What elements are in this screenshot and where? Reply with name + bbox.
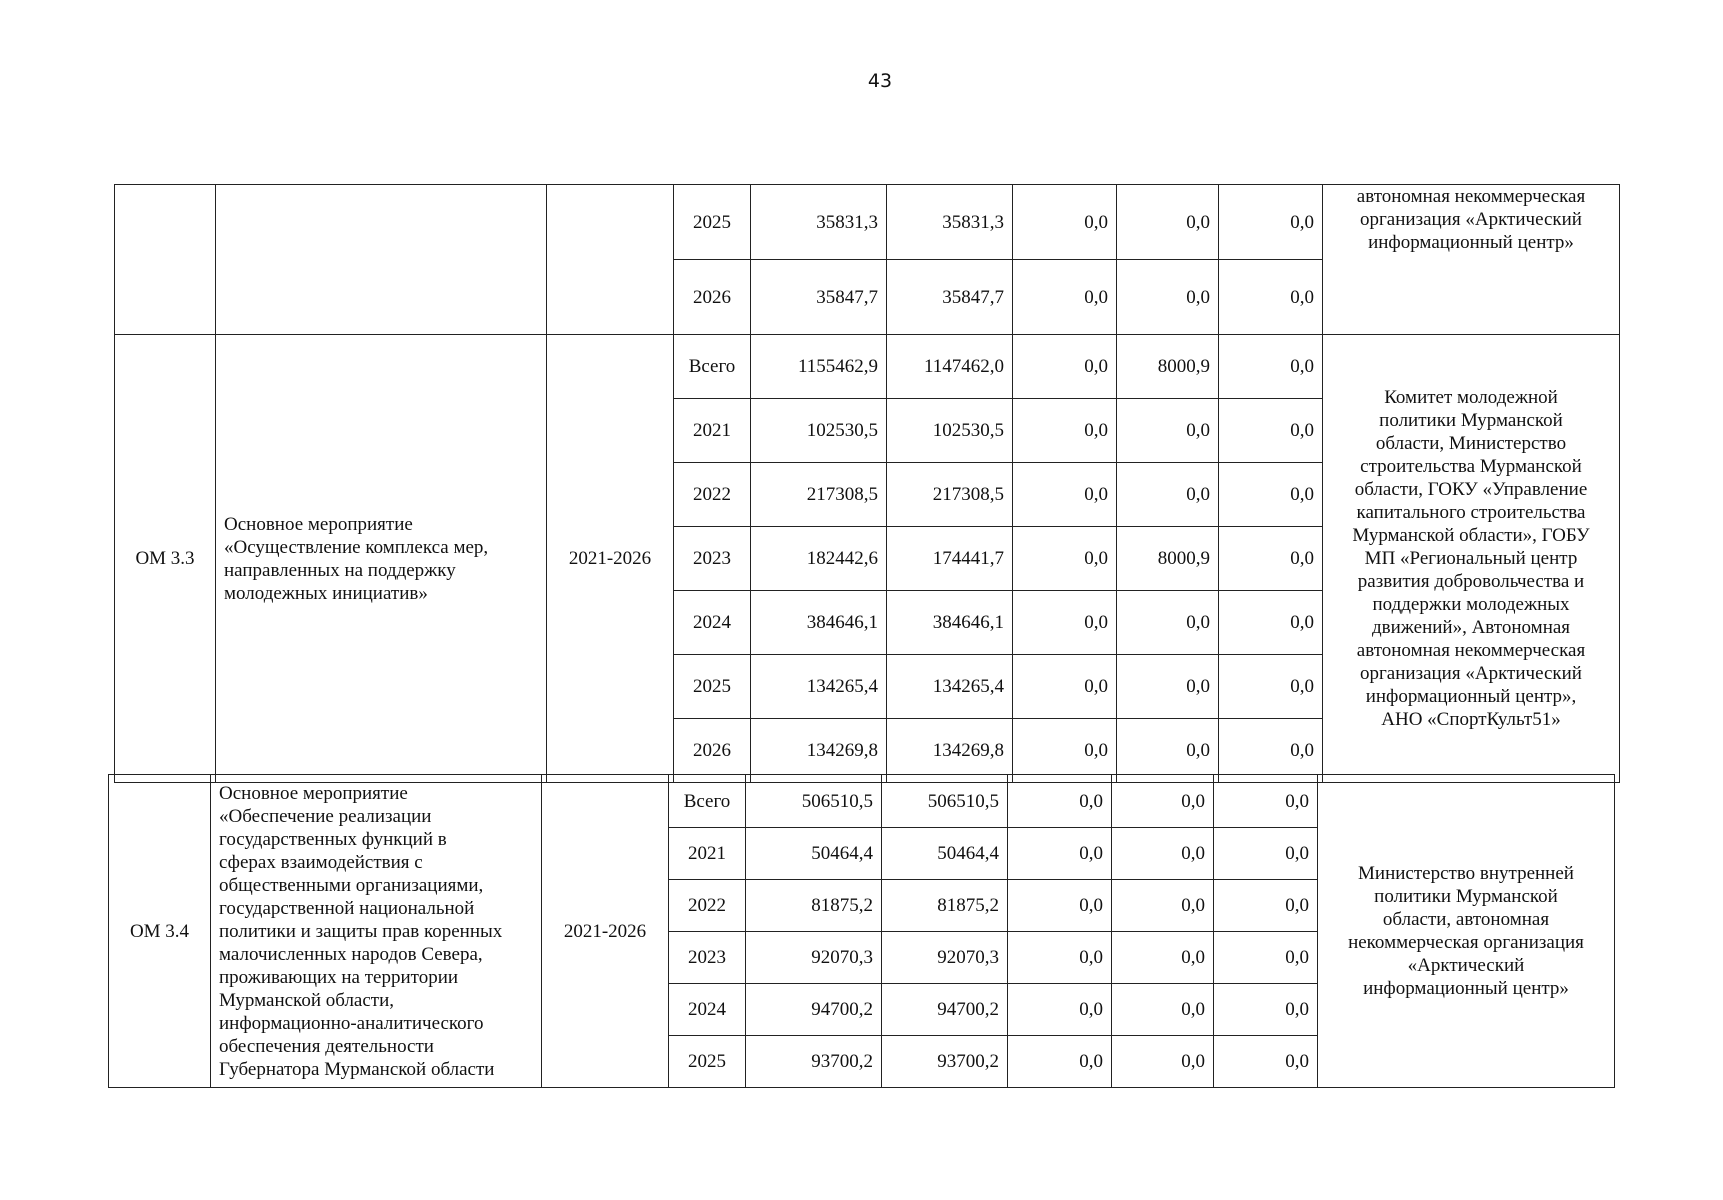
- regional-cell: 50464,4: [882, 828, 1008, 880]
- executor-cell: [1323, 335, 1620, 783]
- year-cell: 2021: [674, 399, 751, 463]
- year-cell: Всего: [674, 335, 751, 399]
- federal-cell: 0,0: [1013, 655, 1117, 719]
- federal-cell: 0,0: [1008, 828, 1112, 880]
- local-cell: 0,0: [1117, 719, 1219, 783]
- measure-period: 2021-2026: [547, 335, 674, 783]
- other-cell: 0,0: [1219, 399, 1323, 463]
- regional-cell: 35847,7: [887, 260, 1013, 335]
- other-cell: 0,0: [1219, 335, 1323, 399]
- budget-table-lower: [108, 774, 1615, 1088]
- year-cell: 2021: [669, 828, 746, 880]
- budget-table-upper: [114, 184, 1620, 783]
- total-cell: 506510,5: [746, 775, 882, 828]
- local-cell: 0,0: [1112, 775, 1214, 828]
- regional-cell: 174441,7: [887, 527, 1013, 591]
- total-cell: 81875,2: [746, 880, 882, 932]
- local-cell: 0,0: [1112, 880, 1214, 932]
- regional-cell: 94700,2: [882, 984, 1008, 1036]
- federal-cell: 0,0: [1013, 185, 1117, 260]
- other-cell: 0,0: [1219, 463, 1323, 527]
- total-cell: 50464,4: [746, 828, 882, 880]
- other-cell: 0,0: [1214, 828, 1318, 880]
- federal-cell: 0,0: [1008, 880, 1112, 932]
- regional-cell: 217308,5: [887, 463, 1013, 527]
- other-cell: 0,0: [1219, 527, 1323, 591]
- federal-cell: 0,0: [1008, 1036, 1112, 1088]
- year-cell: 2023: [669, 932, 746, 984]
- local-cell: 8000,9: [1117, 335, 1219, 399]
- regional-cell: 102530,5: [887, 399, 1013, 463]
- year-cell: 2024: [669, 984, 746, 1036]
- local-cell: 8000,9: [1117, 527, 1219, 591]
- total-cell: 182442,6: [751, 527, 887, 591]
- year-cell: 2025: [669, 1036, 746, 1088]
- federal-cell: 0,0: [1008, 775, 1112, 828]
- federal-cell: 0,0: [1013, 527, 1117, 591]
- regional-cell: 92070,3: [882, 932, 1008, 984]
- executor-text: Комитет молодежной политики Мурманской области, Министерство строительства Мурманской области, ГОКУ «Управление капитального строительства Мурманской области», ГОБУ МП «Региональный центр развития добровольчества и поддержки молодежных движений», Автономная автономная некоммерческая организация «Арктический информационный центр», АНО «СпортКульт51»: [1352, 387, 1590, 730]
- other-cell: 0,0: [1219, 260, 1323, 335]
- total-cell: 35831,3: [751, 185, 887, 260]
- year-cell: 2022: [669, 880, 746, 932]
- local-cell: 0,0: [1112, 932, 1214, 984]
- table-row: [109, 775, 1615, 828]
- local-cell: 0,0: [1117, 591, 1219, 655]
- federal-cell: 0,0: [1008, 984, 1112, 1036]
- year-cell: 2024: [674, 591, 751, 655]
- local-cell: 0,0: [1112, 984, 1214, 1036]
- measure-name-cell: [211, 775, 542, 1088]
- total-cell: 217308,5: [751, 463, 887, 527]
- total-cell: 134265,4: [751, 655, 887, 719]
- year-cell: 2025: [674, 185, 751, 260]
- other-cell: 0,0: [1219, 655, 1323, 719]
- executor-text: Министерство внутренней политики Мурманской области, автономная некоммерческая организация «Арктический информационный центр»: [1348, 863, 1584, 999]
- period-cell-empty: [547, 185, 674, 335]
- local-cell: 0,0: [1117, 185, 1219, 260]
- code-cell-empty: [115, 185, 216, 335]
- other-cell: 0,0: [1219, 591, 1323, 655]
- federal-cell: 0,0: [1013, 260, 1117, 335]
- regional-cell: 93700,2: [882, 1036, 1008, 1088]
- regional-cell: 384646,1: [887, 591, 1013, 655]
- measure-name-cell: [216, 335, 547, 783]
- year-cell: 2022: [674, 463, 751, 527]
- executor-cell: [1318, 775, 1615, 1088]
- year-cell: 2023: [674, 527, 751, 591]
- year-cell: 2026: [674, 260, 751, 335]
- total-cell: 93700,2: [746, 1036, 882, 1088]
- regional-cell: 35831,3: [887, 185, 1013, 260]
- local-cell: 0,0: [1117, 655, 1219, 719]
- local-cell: 0,0: [1117, 260, 1219, 335]
- local-cell: 0,0: [1112, 1036, 1214, 1088]
- federal-cell: 0,0: [1013, 463, 1117, 527]
- measure-name: Основное мероприятие «Осуществление комплекса мер, направленных на поддержку молодежных инициатив»: [224, 513, 489, 604]
- year-cell: 2026: [674, 719, 751, 783]
- table-row: [115, 185, 1620, 260]
- federal-cell: 0,0: [1013, 399, 1117, 463]
- regional-cell: 81875,2: [882, 880, 1008, 932]
- local-cell: 0,0: [1117, 399, 1219, 463]
- other-cell: 0,0: [1214, 932, 1318, 984]
- measure-code: ОМ 3.3: [115, 335, 216, 783]
- other-cell: 0,0: [1214, 880, 1318, 932]
- table-row: [115, 335, 1620, 399]
- other-cell: 0,0: [1219, 719, 1323, 783]
- year-cell: Всего: [669, 775, 746, 828]
- federal-cell: 0,0: [1013, 335, 1117, 399]
- other-cell: 0,0: [1214, 1036, 1318, 1088]
- total-cell: 102530,5: [751, 399, 887, 463]
- measure-name: Основное мероприятие «Обеспечение реализации государственных функций в сферах взаимодействия с общественными организациями, государственной национальной политики и защиты прав коренных малочисленных народов Севера, проживающих на территории Мурманской области, информационно-аналитического обеспечения деятельности Губернатора Мурманской области: [219, 782, 503, 1080]
- other-cell: 0,0: [1214, 775, 1318, 828]
- measure-period: 2021-2026: [542, 775, 669, 1088]
- other-cell: 0,0: [1219, 185, 1323, 260]
- federal-cell: 0,0: [1013, 591, 1117, 655]
- executor-text: автономная некоммерческая организация «Арктический информационный центр»: [1356, 186, 1586, 253]
- total-cell: 384646,1: [751, 591, 887, 655]
- total-cell: 92070,3: [746, 932, 882, 984]
- regional-cell: 134269,8: [887, 719, 1013, 783]
- total-cell: 94700,2: [746, 984, 882, 1036]
- local-cell: 0,0: [1112, 828, 1214, 880]
- regional-cell: 506510,5: [882, 775, 1008, 828]
- name-cell-empty: [216, 185, 547, 335]
- other-cell: 0,0: [1214, 984, 1318, 1036]
- federal-cell: 0,0: [1008, 932, 1112, 984]
- measure-code: ОМ 3.4: [109, 775, 211, 1088]
- executor-cell: [1323, 185, 1620, 335]
- total-cell: 134269,8: [751, 719, 887, 783]
- year-cell: 2025: [674, 655, 751, 719]
- total-cell: 1155462,9: [751, 335, 887, 399]
- total-cell: 35847,7: [751, 260, 887, 335]
- page-number: 43: [867, 70, 893, 92]
- regional-cell: 1147462,0: [887, 335, 1013, 399]
- federal-cell: 0,0: [1013, 719, 1117, 783]
- local-cell: 0,0: [1117, 463, 1219, 527]
- regional-cell: 134265,4: [887, 655, 1013, 719]
